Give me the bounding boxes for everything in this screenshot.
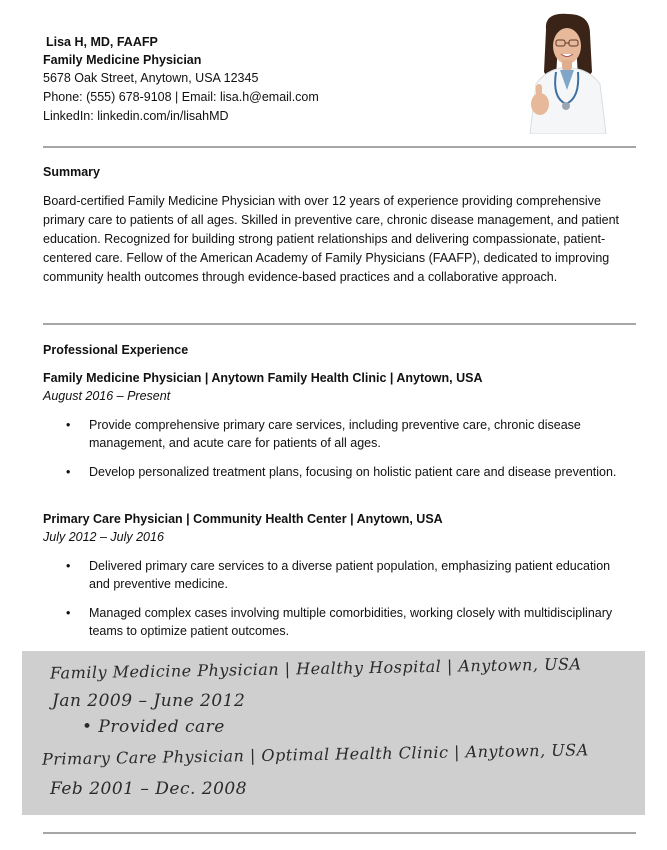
divider xyxy=(43,323,636,325)
bullet-text: Managed complex cases involving multiple comorbidities, working closely with multidisciplinary teams to optimize patient outcomes. xyxy=(89,606,613,638)
job-title: Family Medicine Physician | Anytown Family Health Clinic | Anytown, USA xyxy=(43,371,483,385)
summary-text: Board-certified Family Medicine Physician with over 12 years of experience providing comprehensive primary care to patients of all ages. Skilled in preventive care, chronic disease management, and patient education. Recognized for building strong patient relationships and delivering compassionate, patient-centered care. Fellow of the American Academy of Family Physicians (FAAFP), dedicated to improving community health outcomes through evidence-based practices and a collaborative approach. xyxy=(43,194,620,284)
list-item xyxy=(66,557,626,593)
contact-line: Phone: (555) 678-9108 | Email: lisa.h@email.com xyxy=(43,90,319,104)
profile-photo xyxy=(516,12,619,134)
list-item xyxy=(66,416,626,452)
bullet-glyph: • xyxy=(66,606,71,620)
job-dates: July 2012 – July 2016 xyxy=(43,530,164,544)
handwritten-line: Family Medicine Physician | Healthy Hospital | Anytown, USA xyxy=(49,654,582,683)
list-item xyxy=(66,463,626,481)
divider xyxy=(43,146,636,148)
candidate-name: Lisa H, MD, FAAFP xyxy=(46,35,158,49)
summary-heading: Summary xyxy=(43,165,100,179)
job-title: Primary Care Physician | Community Health Center | Anytown, USA xyxy=(43,512,443,526)
handwritten-line: Feb 2001 – Dec. 2008 xyxy=(50,779,248,799)
bullet-text: Provide comprehensive primary care services, including preventive care, chronic disease management, and acute care for patients of all ages. xyxy=(89,418,581,450)
divider xyxy=(43,832,636,834)
candidate-title: Family Medicine Physician xyxy=(43,53,202,67)
experience-heading: Professional Experience xyxy=(43,343,189,357)
job-dates: August 2016 – Present xyxy=(43,389,171,403)
address: 5678 Oak Street, Anytown, USA 12345 xyxy=(43,71,259,85)
handwritten-line: • Provided care xyxy=(82,717,225,737)
handwritten-note xyxy=(22,651,645,815)
bullet-text: Delivered primary care services to a diverse patient population, emphasizing patient education and preventive medicine. xyxy=(89,559,611,591)
handwritten-line: Jan 2009 – June 2012 xyxy=(52,691,246,711)
list-item xyxy=(66,604,626,640)
bullet-glyph: • xyxy=(66,465,71,479)
bullet-text: Develop personalized treatment plans, focusing on holistic patient care and disease prevention. xyxy=(89,465,617,479)
handwritten-line: Primary Care Physician | Optimal Health Clinic | Anytown, USA xyxy=(41,740,589,769)
bullet-glyph: • xyxy=(66,559,71,573)
linkedin-line: LinkedIn: linkedin.com/in/lisahMD xyxy=(43,109,229,123)
bullet-glyph: • xyxy=(66,418,71,432)
